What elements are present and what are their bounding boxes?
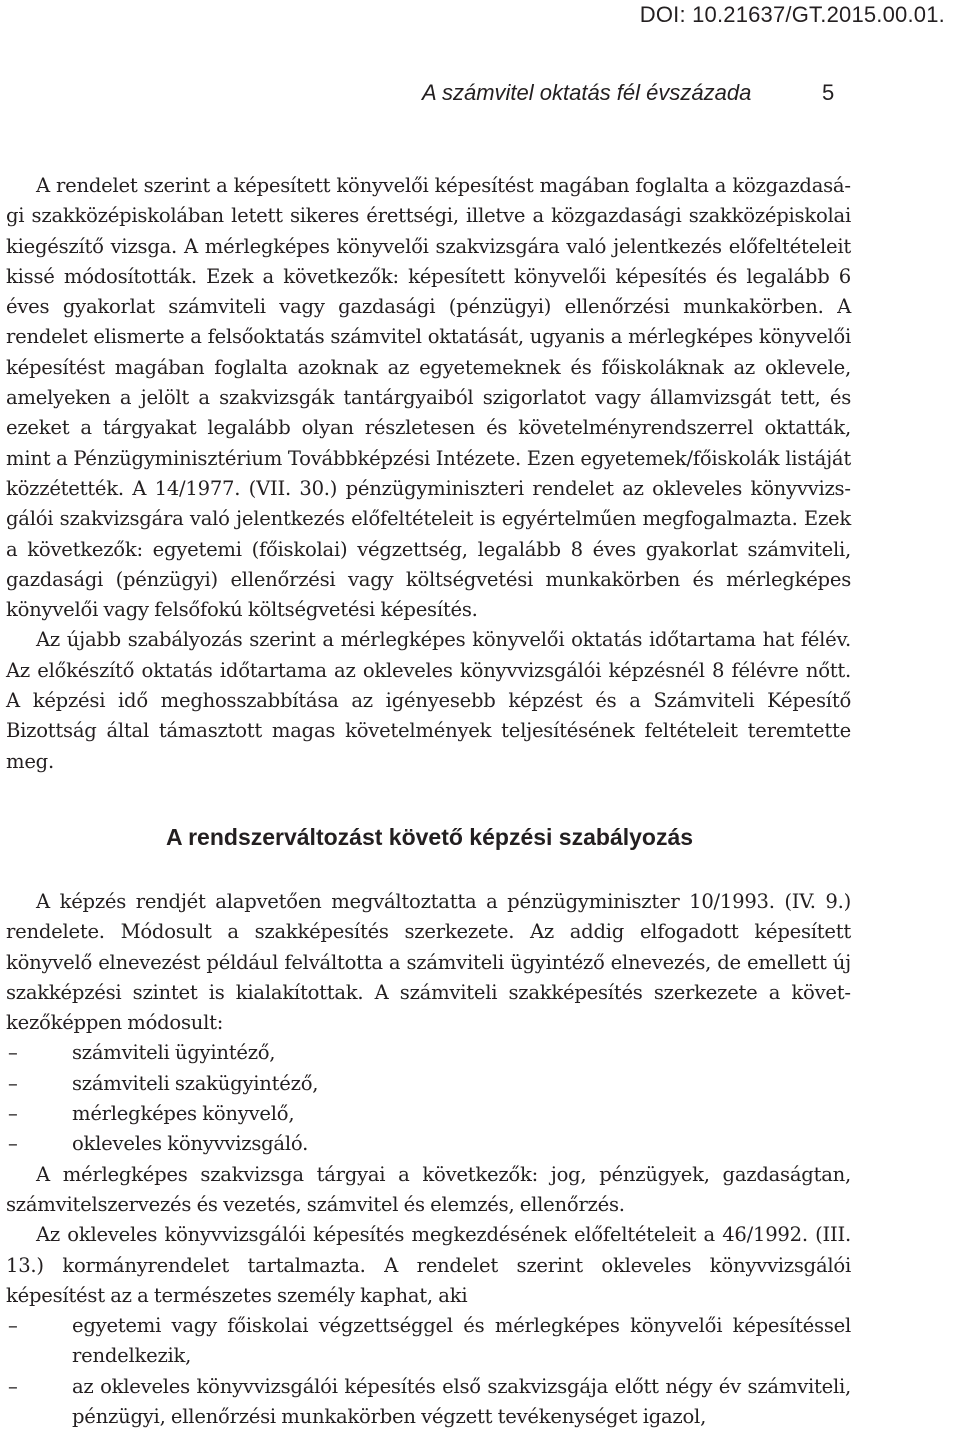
page-number: 5 — [822, 80, 835, 105]
list-item — [6, 1099, 851, 1129]
dash-bullet: – — [8, 1071, 18, 1095]
paragraph-5: Az okleveles könyvvizsgálói képesítés megkezdésének előfeltételeit a 46/1992. (III. 13.) kormányrendelet tartalmazta. A rendelet szerint okleveles könyvvizsgálói képesítést az a természetes személy kaphat, aki — [6, 1223, 851, 1307]
running-header — [0, 80, 960, 114]
requirements-list — [6, 1311, 851, 1432]
dash-bullet: – — [8, 1132, 18, 1156]
doi-line: DOI: 10.21637/GT.2015.00.01. — [639, 2, 945, 27]
list-item — [6, 1038, 851, 1068]
list-item-text: az okleveles könyvvizsgálói képesítés első szakvizsgája előtt négy év számviteli, pénzügyi, ellenőrzési munkakörben végzett tevékenységet igazol, — [72, 1374, 851, 1428]
running-title: A számvitel oktatás fél évszázada — [422, 80, 752, 105]
list-item-text: okleveles könyvvizsgáló. — [72, 1132, 309, 1156]
section-heading: A rendszerváltozást követő képzési szabályozás — [165, 823, 694, 850]
dash-bullet: – — [8, 1102, 18, 1126]
list-item-text: mérlegképes könyvelő, — [72, 1102, 295, 1126]
paragraph-1: A rendelet szerint a képesített könyvelői képesítést magában foglalta a közgazdasági szakközépiskolában letett sikeres érettségi, illetve a közgazdasági szakközépiskolai kiegészítő vizsga. A mérlegképes könyvelői szakvizsgára való jelentkezés előfeltételeit kissé módosították. Ezek a következők: képesített könyvelői képesítés és legalább 6 éves gyakorlat számviteli vagy gazdasági (pénzügyi) ellenőrzési munkakörben. A rendelet elismerte a felsőoktatás számvitel oktatását, ugyanis a mérlegképes könyvelői képesítést magában foglalta azoknak az egyetemeknek és főiskoláknak az oklevele, amelyeken a jelölt a szakvizsgák tantárgyaiból szigorlatot vagy államvizsgát tett, és ezeket a tárgyakat legalább olyan részletesen és követelményrendszerrel oktatták, mint a Pénzügyminisztérium Továbbképzési Intézete. Ezen egyetemek/főiskolák listáját közzétették. A 14/1977. (VII. 30.) pénzügyminiszteri rendelet az okleveles könyvvizsgálói szakvizsgára való jelentkezés előfeltételeit is egyértelműen megfogalmazta. Ezek a következők: egyetemi (főiskolai) végzettség, legalább 8 éves gyakorlat számviteli, gazdasági (pénzügyi) ellenőrzési vagy költségvetési munkakörben és mérlegképes könyvelői vagy felsőfokú költségvetési képesítés. — [6, 174, 851, 622]
list-item — [6, 1129, 851, 1159]
list-item-text: számviteli ügyintéző, — [72, 1041, 276, 1065]
body-text — [6, 171, 851, 1432]
qualification-list — [6, 1038, 851, 1159]
paragraph-4: A mérlegképes szakvizsga tárgyai a következők: jog, pénzügyek, gazdaságtan, számvitelszervezés és vezetés, számvitel és elemzés, ellenőrzés. — [6, 1162, 851, 1216]
list-item-text: egyetemi vagy főiskolai végzettséggel és mérlegképes könyvelői képesítéssel rendelkezik, — [72, 1314, 851, 1368]
paragraph-2: Az újabb szabályozás szerint a mérlegképes könyvelői oktatás időtartama hat félév. Az előkészítő oktatás időtartama az okleveles könyvvizsgálói képzésnél 8 félévre nőtt. A képzési idő meghosszabbítása az igényesebb képzést és a Számviteli Képesítő Bizottság által támasztott magas követelmények teljesítésének feltételeit teremtette meg. — [6, 628, 851, 773]
dash-bullet: – — [8, 1374, 18, 1398]
list-item-text: számviteli szakügyintéző, — [72, 1071, 319, 1095]
dash-bullet: – — [8, 1314, 18, 1338]
list-item — [6, 1372, 851, 1432]
paragraph-3: A képzés rendjét alapvetően megváltoztatta a pénzügyminiszter 10/1993. (IV. 9.) rendelete. Módosult a szakképesítés szerkezete. Az addig elfogadott képesített könyvelő elnevezést például felváltotta a számviteli ügyintéző elnevezés, de emellett új szakképzési szintet is kialakítottak. A számviteli szakképesítés szerkezete a következőképpen módosult: — [6, 889, 851, 1035]
dash-bullet: – — [8, 1041, 18, 1065]
list-item — [6, 1069, 851, 1099]
list-item — [6, 1311, 851, 1372]
